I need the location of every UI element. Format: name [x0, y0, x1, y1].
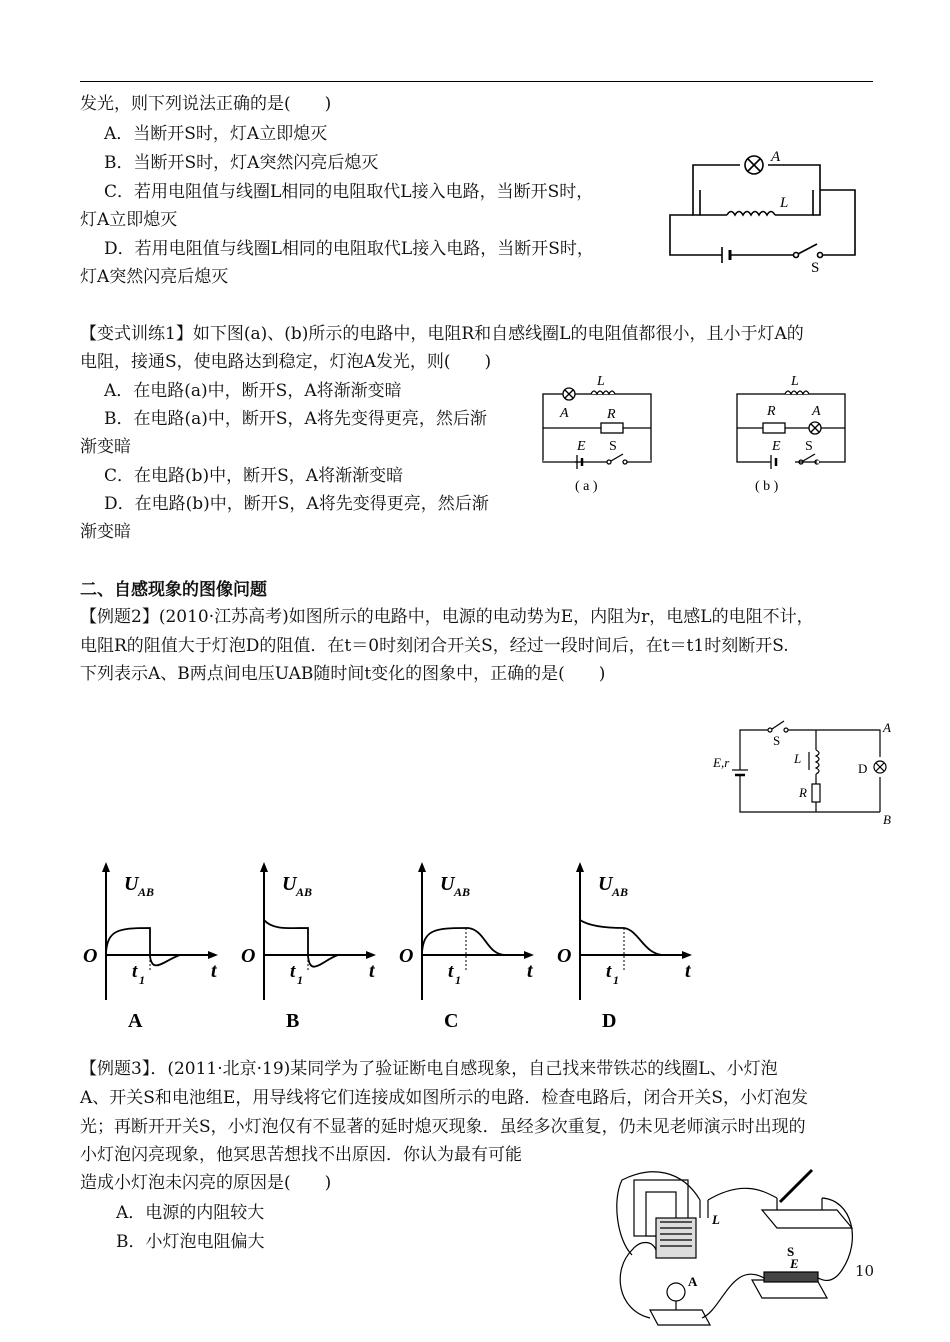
ex3-option-b: B．小灯泡电阻偏大 [116, 1232, 265, 1252]
q1-option-c-line2: 灯A立即熄灭 [80, 210, 178, 230]
ex3-stem-line3: 光；再断开开关S，小灯泡仅有不显著的延时熄灭现象．虽经多次重复，仍未见老师演示时出现的 [80, 1117, 806, 1137]
q1-option-b: B．当断开S时，灯A突然闪亮后熄灭 [104, 153, 379, 173]
ex3-option-a: A．电源的内阻较大 [116, 1203, 265, 1223]
ex2-circuit-diagram [710, 712, 900, 830]
x-axis-label: t [685, 960, 691, 982]
y-axis-label-sub: AB [454, 885, 471, 899]
option-letter: C [444, 1010, 459, 1032]
ex2-stem-line2: 电阻R的阻值大于灯泡D的阻值．在t＝0时刻闭合开关S，经过一段时间后，在t＝t1时刻断开S. [80, 636, 789, 656]
q1-circuit-diagram [665, 140, 865, 275]
y-axis-arrow [102, 862, 110, 872]
q1-stem-tail: 发光，则下列说法正确的是( ) [80, 94, 332, 114]
option-letter: A [128, 1010, 143, 1032]
ex3-stem-line4: 小灯泡闪亮现象，他冥思苦想找不出原因．你认为最有可能 [80, 1145, 522, 1165]
q1-fig-label-s: S [811, 260, 820, 275]
t1-label-sub: 1 [455, 973, 461, 987]
uab-curve [106, 928, 180, 965]
var1-stem-line1: 【变式训练1】如下图(a)、(b)所示的电路中，电阻R和自感线圈L的电阻值都很小，且小于灯A的 [80, 324, 804, 344]
ex2-stem-line3: 下列表示A、B两点间电压UAB随时间t变化的图象中，正确的是( ) [80, 664, 606, 684]
q1-fig-label-l: L [780, 195, 789, 211]
ex2-fig-d: D [858, 761, 868, 776]
var1-stem-line2: 电阻，接通S，使电路达到稳定，灯泡A发光，则( ) [80, 352, 492, 372]
var1-fig-a-e: E [577, 439, 586, 454]
x-axis-arrow [524, 951, 534, 959]
var1-fig-a-r: R [607, 407, 616, 422]
ex2-fig-r: R [799, 785, 807, 800]
ex3-stem-line2: A、开关S和电池组E，用导线将它们连接成如图所示的电路．检查电路后，闭合开关S，小灯泡发 [80, 1088, 808, 1108]
uab-curve [580, 920, 664, 955]
q1-option-d-line2: 灯A突然闪亮后熄灭 [80, 267, 229, 287]
ex2-fig-a: A [883, 720, 891, 735]
ex3-apparatus-figure [612, 1160, 875, 1342]
q1-option-c-line1: C．若用电阻值与线圈L相同的电阻取代L接入电路，当断开S时， [104, 182, 594, 202]
uab-curve [422, 928, 506, 955]
page-number: 10 [855, 1262, 875, 1280]
ex3-fig-l: L [712, 1212, 720, 1227]
ex3-fig-a: A [688, 1274, 698, 1289]
q1-option-a: A．当断开S时，灯A立即熄灭 [104, 124, 328, 144]
x-axis-label: t [369, 960, 375, 982]
var1-fig-b-s: S [805, 439, 813, 454]
origin-label: O [557, 945, 572, 967]
ex2-option-graphs [70, 860, 710, 1040]
ex3-stem-line5: 造成小灯泡未闪亮的原因是( ) [80, 1173, 332, 1193]
t1-label-sub: 1 [297, 973, 303, 987]
origin-label: O [241, 945, 256, 967]
var1-option-d-line1: D．在电路(b)中，断开S，A将先变得更亮，然后渐 [104, 494, 489, 514]
ex2-fig-er: E,r [713, 755, 730, 770]
t1-label: t [448, 961, 454, 982]
y-axis-label: U [124, 873, 139, 895]
t1-label: t [290, 961, 296, 982]
var1-caption-a: ( a ) [575, 479, 598, 494]
t1-label-sub: 1 [139, 973, 145, 987]
y-axis-arrow [418, 862, 426, 872]
var1-fig-b-r: R [767, 404, 776, 419]
var1-option-c: C．在电路(b)中，断开S，A将渐渐变暗 [104, 466, 404, 486]
x-axis-label: t [211, 960, 217, 982]
x-axis-arrow [208, 951, 218, 959]
ex2-fig-l: L [794, 751, 802, 766]
y-axis-arrow [260, 862, 268, 872]
ex2-fig-s: S [773, 733, 781, 748]
option-letter: B [286, 1010, 300, 1032]
t1-label-sub: 1 [613, 973, 619, 987]
y-axis-label: U [440, 873, 455, 895]
t1-label: t [606, 961, 612, 982]
graph-option-b [241, 862, 376, 1032]
y-axis-label: U [282, 873, 297, 895]
header-rule [80, 81, 873, 82]
var1-option-b-line2: 渐变暗 [80, 437, 131, 457]
var1-fig-b-a: A [812, 404, 821, 419]
graph-option-d [557, 862, 692, 1032]
x-axis-arrow [366, 951, 376, 959]
ex3-fig-s: S [787, 1244, 795, 1259]
var1-option-d-line2: 渐变暗 [80, 522, 131, 542]
uab-curve [264, 920, 338, 967]
option-letter: D [602, 1010, 617, 1032]
y-axis-arrow [576, 862, 584, 872]
var1-fig-a-a: A [560, 406, 569, 421]
ex3-stem-line1: 【例题3】．(2011·北京·19)某同学为了验证断电自感现象，自己找来带铁芯的线圈L、小灯泡 [80, 1059, 778, 1079]
y-axis-label: U [598, 873, 613, 895]
q1-fig-label-a: A [771, 149, 781, 165]
section-heading: 二、自感现象的图像问题 [80, 580, 267, 600]
ex3-fig-e: E [790, 1256, 799, 1271]
y-axis-label-sub: AB [138, 885, 155, 899]
var1-fig-a-s: S [609, 439, 617, 454]
y-axis-label-sub: AB [612, 885, 629, 899]
x-axis-label: t [527, 960, 533, 982]
x-axis-arrow [682, 951, 692, 959]
var1-option-b-line1: B．在电路(a)中，断开S，A将先变得更亮，然后渐 [104, 409, 487, 429]
var1-fig-b-e: E [772, 439, 781, 454]
var1-option-a: A．在电路(a)中，断开S，A将渐渐变暗 [104, 381, 402, 401]
ex2-fig-b: B [883, 812, 891, 827]
y-axis-label-sub: AB [296, 885, 313, 899]
var1-fig-a-l: L [597, 374, 605, 389]
var1-fig-b-l: L [791, 374, 799, 389]
var1-caption-b: ( b ) [755, 479, 779, 494]
t1-label: t [132, 961, 138, 982]
graph-option-a [83, 862, 218, 1032]
ex2-stem-line1: 【例题2】(2010·江苏高考)如图所示的电路中，电源的电动势为E，内阻为r，电感L的电阻不计， [80, 607, 814, 627]
var1-circuit-diagrams [535, 370, 865, 500]
origin-label: O [399, 945, 414, 967]
origin-label: O [83, 945, 98, 967]
graph-option-c [399, 862, 534, 1032]
q1-option-d-line1: D．若用电阻值与线圈L相同的电阻取代L接入电路，当断开S时， [104, 239, 594, 259]
